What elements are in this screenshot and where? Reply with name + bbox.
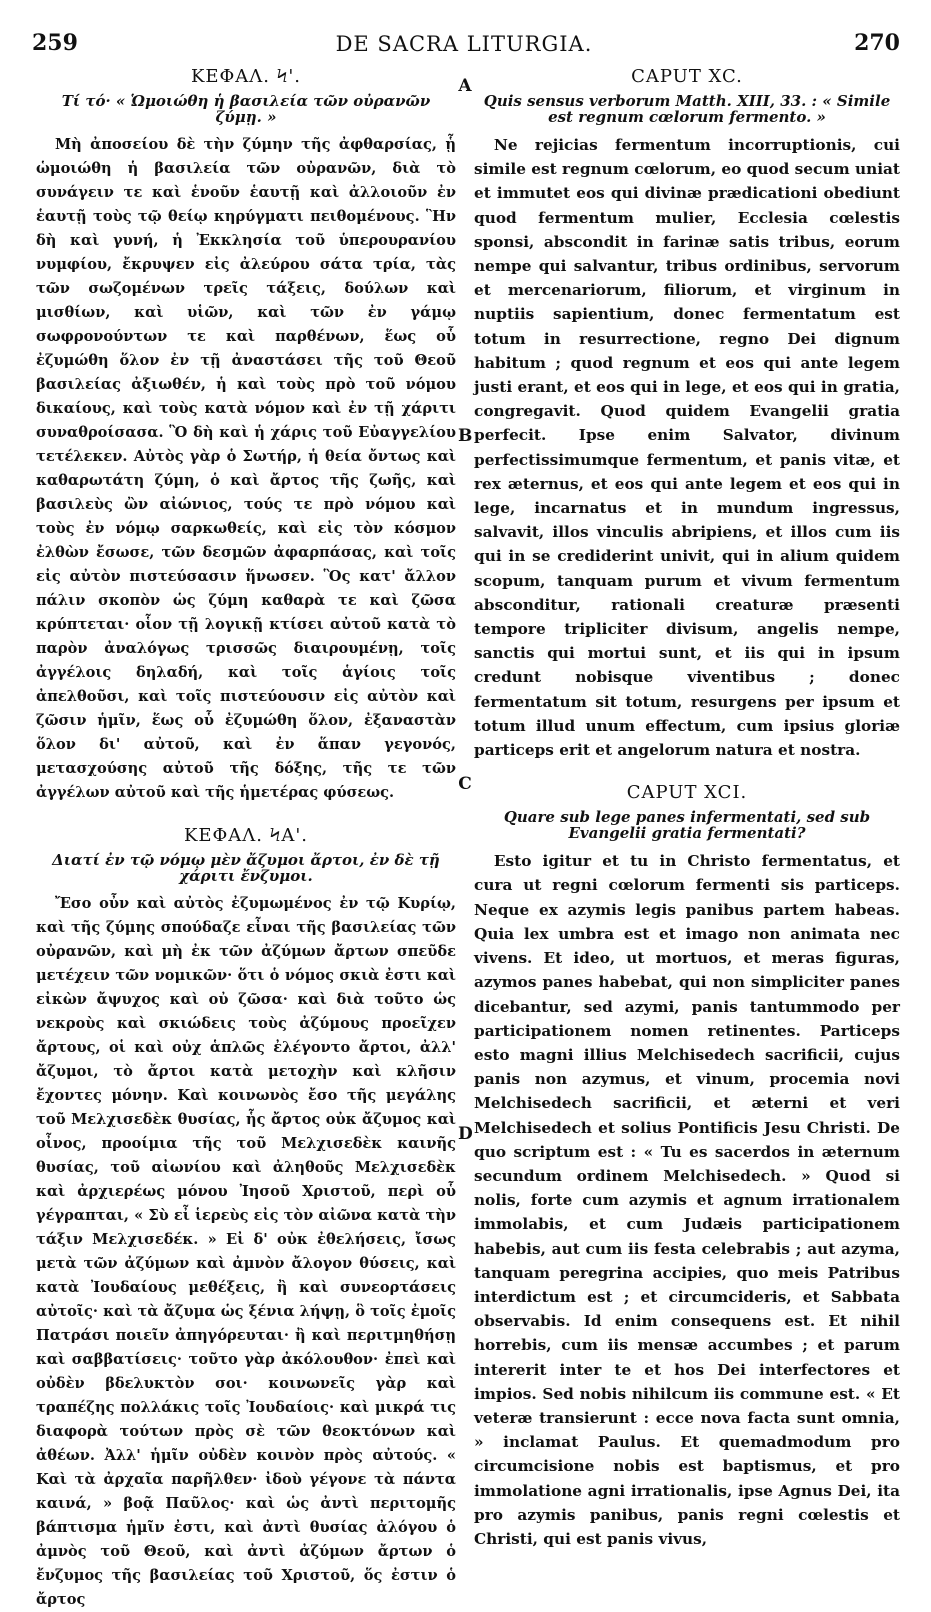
greek-caput-90: ΚΕΦΑΛ. Ϟ'.	[190, 66, 302, 87]
latin-heading-91: Quare sub lege panes infermentati, sed sub Evangelii gratia fermentati?	[503, 808, 871, 843]
greek-heading-90: Τί τό· « Ὡμοιώθη ἡ βασιλεία τῶν οὐρανῶν ζύμῃ. »	[61, 92, 431, 126]
latin-column	[474, 64, 900, 1548]
greek-column	[36, 64, 456, 1608]
greek-caput-91: ΚΕΦΑΛ. ϞΑ'.	[183, 825, 309, 846]
latin-caput-91: CAPUT XCI.	[626, 782, 748, 804]
margin-marker-a: A	[458, 76, 472, 96]
right-page-number: 270	[854, 30, 900, 56]
latin-heading-90: Quis sensus verborum Matth. XIII, 33. : « Simile est regnum cœlorum fermento. »	[483, 92, 891, 126]
running-head	[28, 30, 900, 60]
greek-heading-91: Διατί ἐν τῷ νόμῳ μὲν ἄζυμοι ἄρτοι, ἐν δὲ τῇ χάριτι ἔνζυμοι.	[52, 851, 440, 885]
margin-marker-d: D	[458, 1124, 473, 1144]
latin-text-91: Esto igitur et tu in Christo fermentatus, et cura ut regni cœlorum fermenti sis particeps. Neque ex azymis legis panibus partem habeas. Quia lex umbra est et imago non animata nec vivens. Et ideo, ut mortuos, et meras figuras, azymos panes habebat, qui non simpliciter panes dicebantur, sed azymi, panis tantummodo per participationem nomen retinentes. Particeps esto magni illius Melchisedech sacrificii, cujus panis non azymus, et vinum, procemia novi Melchisedech sacrificii, et æterni et veri Melchisedech et solius Pontificis Jesu Christi. De quo scriptum est : « Tu es sacerdos in æternum secundum ordinem Melchisedech. » Quod si nolis, forte cum azymis et agnum irrationalem immolabis, et cum Judæis participationem habebis, aut cum iis festa celebrabis ; aut azyma, tanquam peregrina accipies, quo meis Patribus interdictum est ; et circumcideris, et Sabbata observabis. Id enim consequens est. Et nihil horrebis, cum iis mensæ accumbes ; et parum intererit inter te et hos Dei interfectores et impios. Sed nobis nihilcum iis commune est. « Et veteræ transierunt : ecce nova facta sunt omnia, » inclamat Paulus. Et quemadmodum pro circumcisione nobis est baptismus, et pro immolatione agni irrationalis, ipse Agnus Dei, ita pro azymis panibus, panis regni cœlestis et Christi, qui est panis vivus,	[474, 852, 900, 1548]
margin-marker-b: B	[458, 426, 473, 446]
greek-text-90: Μὴ ἀποσείου δὲ τὴν ζύμην τῆς ἀφθαρσίας, ᾗ ὡμοιώθη ἡ βασιλεία τῶν οὐρανῶν, διὰ τὸ συνάγειν τε καὶ ἑνοῦν ἑαυτῇ καὶ ἀλλοιοῦν ἐν ἑαυτῇ τοὺς τῷ θείῳ κηρύγματι πειθομένους. Ἣν δὴ καὶ γυνή, ἡ Ἐκκλησία τοῦ ὑπερουρανίου νυμφίου, ἔκρυψεν εἰς ἀλεύρου σάτα τρία, τὰς τῶν σωζομένων τρεῖς τάξεις, δούλων καὶ μισθίων, καὶ υἱῶν, καὶ τῶν ἐν γάμῳ σωφρονούντων τε καὶ παρθένων, ἕως οὗ ἐζυμώθη ὅλον ἐν τῇ ἀναστάσει τῆς τοῦ Θεοῦ βασιλείας ἀξιωθέν, ἡ καὶ τοὺς πρὸ τοῦ νόμου δικαίους, καὶ τοὺς κατὰ νόμον καὶ ἐν τῇ χάριτι συναθροίσασα. Ὃ δὴ καὶ ἡ χάρις τοῦ Εὐαγγελίου τετέλεκεν. Αὐτὸς γὰρ ὁ Σωτήρ, ἡ θεία ὄντως καὶ καθαρωτάτη ζύμη, ὁ καὶ ἄρτος τῆς ζωῆς, καὶ βασιλεὺς ὢν αἰώνιος, τούς τε πρὸ νόμου καὶ τοὺς ἐν νόμῳ σαρκωθείς, καὶ εἰς τὸν κόσμον ἐλθὼν ἔσωσε, τῶν δεσμῶν ἀφαρπάσας, καὶ τοῖς εἰς αὐτὸν πιστεύσασιν ἥνωσεν. Ὃς κατ' ἄλλον πάλιν σκοπὸν ὡς ζύμη καθαρὰ τε καὶ ζῶσα κρύπτεται· οἷον τῇ λογικῇ κτίσει αὐτοῦ κατὰ τὸ παρὸν ἀναλόγως τρισσῶς διαιρουμένῃ, τοῖς ἀγγέλοις δηλαδή, καὶ τοῖς ἁγίοις τοῖς ἀπελθοῦσι, καὶ τοῖς πιστεύουσιν εἰς αὐτὸν καὶ ζῶσιν ἡμῖν, ἕως οὗ ἐζυμώθη ὅλον, ἐξαναστὰν ὅλον δι' αὐτοῦ, καὶ ἐν ἅπαν γεγονός, μετασχούσης αὐτοῦ τῆς δόξης, τῆς τε τῶν ἀγγέλων αὐτοῦ καὶ τῆς ἡμετέρας φύσεως.	[36, 136, 456, 801]
margin-marker-c: C	[458, 774, 472, 794]
left-page-number: 259	[32, 30, 78, 56]
greek-text-91: Ἔσο οὖν καὶ αὐτὸς ἐζυμωμένος ἐν τῷ Κυρίῳ, καὶ τῆς ζύμης σπούδαζε εἶναι τῆς βασιλείας τῶν οὐρανῶν, καὶ μὴ ἐκ τῶν ἀζύμων ἄρτων σπεῦδε μετέχειν τῶν νομικῶν· ὅτι ὁ νόμος σκιὰ ἐστι καὶ εἰκὼν ἄψυχος καὶ οὐ ζῶσα· καὶ διὰ τοῦτο ὡς νεκροὺς καὶ σκιώδεις τοὺς ἀζύμους προεῖχεν ἄρτους, οἱ καὶ οὐχ ἁπλῶς ἐλέγοντο ἄρτοι, ἀλλ' ἄζυμοι, τὸ ἄρτοι κατὰ μετοχὴν καὶ κλῆσιν ἔχοντες μόνην. Καὶ κοινωνὸς ἔσο τῆς μεγάλης τοῦ Μελχισεδὲκ θυσίας, ἧς ἄρτος οὐκ ἄζυμος καὶ οἶνος, προοίμια τῆς τοῦ Μελχισεδὲκ καινῆς θυσίας, τοῦ αἰωνίου καὶ ἀληθοῦς Μελχισεδὲκ καὶ ἀρχιερέως μόνου Ἰησοῦ Χριστοῦ, περὶ οὗ γέγραπται, « Σὺ εἶ ἱερεὺς εἰς τὸν αἰῶνα κατὰ τὴν τάξιν Μελχισεδέκ. » Εἰ δ' οὐκ ἐθελήσεις, ἴσως μετὰ τῶν ἀζύμων καὶ ἀμνὸν ἄλογον θύσεις, καὶ κατὰ Ἰουδαίους μεθέξεις, ἢ καὶ συνεορτάσεις αὐτοῖς· καὶ τὰ ἄζυμα ὡς ξένια λήψῃ, ὃ τοῖς ἐμοῖς Πατράσι ποιεῖν ἀπηγόρευται· ἢ καὶ περιτμηθήσῃ καὶ σαββατίσεις· τοῦτο γὰρ ἀκόλουθον· ἐπεὶ καὶ οὐδὲν βδελυκτὸν σοι· κοινωνεῖς γὰρ καὶ τραπέζης πολλάκις τοῖς Ἰουδαίοις· καὶ μικρά τις διαφορὰ τούτων πρὸς σὲ τῶν θεοκτόνων καὶ ἀθέων. Ἀλλ' ἡμῖν οὐδὲν κοινὸν πρὸς αὐτούς. « Καὶ τὰ ἀρχαῖα παρῆλθεν· ἰδοὺ γέγονε τὰ πάντα καινά, » βοᾷ Παῦλος· καὶ ὡς ἀντὶ περιτομῆς βάπτισμα ἡμῖν ἐστι, καὶ ἀντὶ θυσίας ἀλόγου ὁ ἀμνὸς τοῦ Θεοῦ, καὶ ἀντὶ ἀζύμων ἄρτων ὁ ἔνζυμος τῆς βασιλείας τοῦ Χριστοῦ, ὅς ἐστιν ὁ ἄρτος	[36, 895, 456, 1608]
running-title: DE SACRA LITURGIA.	[335, 32, 593, 56]
latin-text-90: Ne rejicias fermentum incorruptionis, cui simile est regnum cœlorum, eo quod secum uniat et immutet eos qui divinæ prædicationi obediunt quod fermentum mulier, Ecclesia cœlestis sponsi, abscondit in farinæ satis tribus, eorum nempe qui salvantur, tribus ordinibus, servorum et mercenariorum, filiorum, et virginum in nuptiis sapientium, donec fermentatum est totum in resurrectione, regno Dei dignum habitum ; quod regnum et eos qui ante legem justi erant, et eos qui in lege, et eos qui in gratia, congregavit. Quod quidem Evangelii gratia perfecit. Ipse enim Salvator, divinum perfectissimumque fermentum, et panis vitæ, et rex æternus, et eos qui ante legem et eos qui in lege, incarnatus et in mundum ingressus, salvavit, illos vinculis abripiens, et illos cum iis qui in se crediderint univit, qui in alium quidem scopum, tanquam purum et vivum fermentum absconditur, rationali creaturæ præsenti tempore tripliciter divisum, angelis nempe, sanctis qui mortui sunt, et iis qui in ipsum credunt nobisque viventibus ; donec fermentatum sit totum, resurgens per ipsum et totum illud unum effectum, cum ipsius gloriæ particeps erit et angelorum natura et nostra.	[474, 136, 900, 760]
latin-caput-90: CAPUT XC.	[631, 66, 743, 87]
